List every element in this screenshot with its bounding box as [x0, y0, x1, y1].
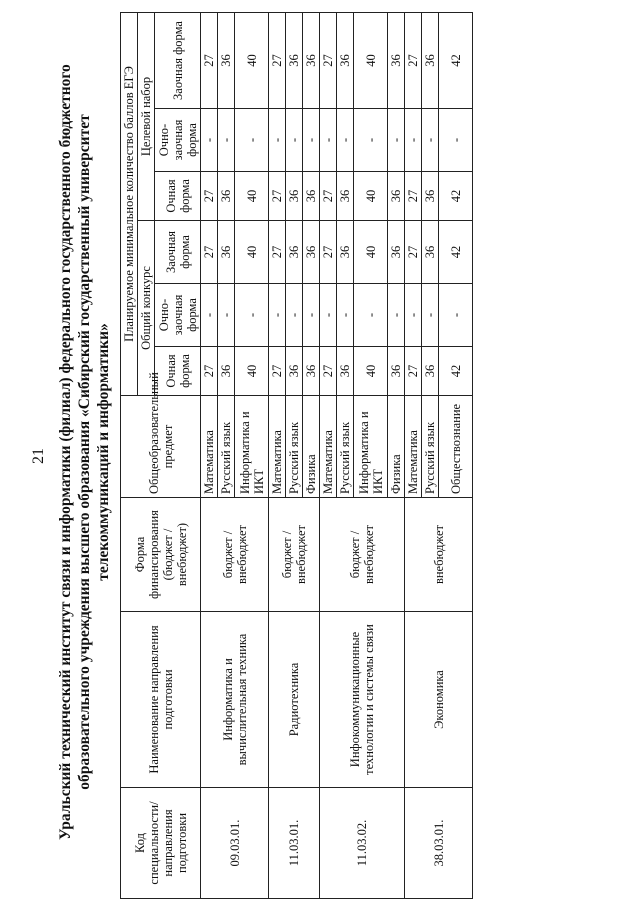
- score-cell: 27: [201, 221, 218, 284]
- score-cell: -: [439, 284, 473, 347]
- specialty-code-cell: 11.03.02.: [320, 788, 405, 899]
- score-cell: -: [269, 109, 286, 172]
- title-line: телекоммуникаций и информатики»: [95, 323, 112, 581]
- score-cell: 36: [286, 347, 303, 396]
- score-cell: 36: [388, 13, 405, 109]
- header-part-time: Очно-заочная форма: [155, 109, 201, 172]
- subject-cell: Обществознание: [439, 396, 473, 498]
- score-cell: 27: [269, 172, 286, 221]
- header-row: [121, 13, 138, 899]
- financing-cell: внебюджет: [405, 498, 473, 612]
- table-row: [201, 13, 218, 899]
- subject-cell: Физика: [388, 396, 405, 498]
- score-cell: -: [405, 284, 422, 347]
- specialty-code-cell: 11.03.01.: [269, 788, 320, 899]
- header-full-time: Очная форма: [155, 172, 201, 221]
- document-title: [56, 19, 113, 885]
- score-cell: -: [286, 284, 303, 347]
- subject-cell: Математика: [405, 396, 422, 498]
- score-cell: -: [422, 284, 439, 347]
- score-cell: 36: [422, 13, 439, 109]
- score-cell: -: [388, 109, 405, 172]
- score-cell: 27: [320, 172, 337, 221]
- score-cell: -: [201, 284, 218, 347]
- subject-cell: Русский язык: [422, 396, 439, 498]
- specialty-name-cell: Радиотехника: [269, 612, 320, 788]
- score-cell: -: [388, 284, 405, 347]
- subject-cell: Физика: [303, 396, 320, 498]
- specialty-code-cell: 38.03.01.: [405, 788, 473, 899]
- score-cell: 27: [405, 172, 422, 221]
- header-full-time: Очная форма: [155, 347, 201, 396]
- score-cell: 42: [439, 221, 473, 284]
- score-cell: -: [235, 284, 269, 347]
- score-cell: 36: [303, 13, 320, 109]
- score-cell: 27: [269, 221, 286, 284]
- score-cell: 36: [337, 13, 354, 109]
- score-cell: -: [354, 284, 388, 347]
- subject-cell: Информатика и ИКТ: [235, 396, 269, 498]
- score-cell: -: [201, 109, 218, 172]
- score-cell: 36: [388, 172, 405, 221]
- score-cell: 27: [405, 347, 422, 396]
- score-cell: 36: [286, 172, 303, 221]
- subject-cell: Русский язык: [337, 396, 354, 498]
- title-line: образовательного учреждения высшего образования «Сибирский государственный университет: [76, 114, 93, 790]
- subject-cell: Математика: [269, 396, 286, 498]
- score-cell: -: [354, 109, 388, 172]
- financing-cell: бюджет / внебюджет: [201, 498, 269, 612]
- score-cell: 27: [201, 13, 218, 109]
- score-cell: -: [337, 284, 354, 347]
- score-cell: 27: [269, 13, 286, 109]
- score-cell: 42: [439, 172, 473, 221]
- header-subject: Общеобразовательный предмет: [121, 396, 201, 498]
- score-cell: 40: [354, 347, 388, 396]
- financing-cell: бюджет / внебюджет: [320, 498, 405, 612]
- score-cell: -: [303, 109, 320, 172]
- score-cell: 40: [354, 221, 388, 284]
- score-cell: 27: [320, 347, 337, 396]
- header-code: Код специальности/ направления подготовки: [121, 788, 201, 899]
- score-cell: 36: [286, 221, 303, 284]
- subject-cell: Русский язык: [286, 396, 303, 498]
- score-cell: -: [439, 109, 473, 172]
- score-cell: 36: [337, 172, 354, 221]
- score-cell: 36: [422, 172, 439, 221]
- score-cell: -: [218, 109, 235, 172]
- header-target: Целевой набор: [138, 13, 155, 221]
- score-cell: -: [269, 284, 286, 347]
- score-cell: -: [405, 109, 422, 172]
- header-financing: Форма финансирования (бюджет / внебюджет): [121, 498, 201, 612]
- score-cell: 36: [303, 347, 320, 396]
- header-part-time: Очно-заочная форма: [155, 284, 201, 347]
- score-cell: 36: [218, 172, 235, 221]
- score-cell: 36: [303, 172, 320, 221]
- score-cell: 40: [354, 172, 388, 221]
- score-cell: 42: [439, 13, 473, 109]
- score-cell: 27: [201, 172, 218, 221]
- score-cell: -: [303, 284, 320, 347]
- score-cell: 27: [201, 347, 218, 396]
- specialty-name-cell: Информатика и вычислительная техника: [201, 612, 269, 788]
- score-cell: 36: [218, 347, 235, 396]
- score-cell: -: [235, 109, 269, 172]
- score-cell: 36: [303, 221, 320, 284]
- admission-scores-table: [120, 12, 473, 899]
- score-cell: -: [286, 109, 303, 172]
- score-cell: 36: [422, 221, 439, 284]
- header-extramural: Заочная форма: [155, 221, 201, 284]
- score-cell: 36: [218, 221, 235, 284]
- score-cell: 42: [439, 347, 473, 396]
- score-cell: 36: [337, 347, 354, 396]
- specialty-code-cell: 09.03.01.: [201, 788, 269, 899]
- page-number: 21: [30, 448, 47, 464]
- specialty-name-cell: Инфокоммуникационные технологии и системы связи: [320, 612, 405, 788]
- score-cell: 27: [269, 347, 286, 396]
- score-cell: 27: [405, 221, 422, 284]
- table-row: [320, 13, 337, 899]
- score-cell: 40: [354, 13, 388, 109]
- table-body: [121, 13, 473, 899]
- score-cell: 36: [286, 13, 303, 109]
- subject-cell: Информатика и ИКТ: [354, 396, 388, 498]
- score-cell: 40: [235, 221, 269, 284]
- score-cell: -: [320, 284, 337, 347]
- score-cell: 36: [218, 13, 235, 109]
- score-cell: 36: [422, 347, 439, 396]
- score-cell: 27: [405, 13, 422, 109]
- score-cell: 40: [235, 172, 269, 221]
- header-general: Общий конкурс: [138, 221, 155, 396]
- header-planned: Планируемое минимальное количество баллов ЕГЭ: [121, 13, 138, 396]
- score-cell: 27: [320, 13, 337, 109]
- score-cell: -: [422, 109, 439, 172]
- score-cell: 36: [388, 221, 405, 284]
- score-cell: 40: [235, 13, 269, 109]
- header-extramural: Заочная форма: [155, 13, 201, 109]
- table-row: [405, 13, 422, 899]
- table-row: [269, 13, 286, 899]
- score-cell: 36: [337, 221, 354, 284]
- score-cell: -: [337, 109, 354, 172]
- score-cell: -: [320, 109, 337, 172]
- subject-cell: Математика: [320, 396, 337, 498]
- score-cell: 36: [388, 347, 405, 396]
- specialty-name-cell: Экономика: [405, 612, 473, 788]
- subject-cell: Математика: [201, 396, 218, 498]
- financing-cell: бюджет / внебюджет: [269, 498, 320, 612]
- score-cell: 40: [235, 347, 269, 396]
- header-name: Наименование направления подготовки: [121, 612, 201, 788]
- score-cell: 27: [320, 221, 337, 284]
- subject-cell: Русский язык: [218, 396, 235, 498]
- title-line: Уральский технический институт связи и информатики (филиал) федерального государственного бюджетного: [57, 64, 74, 840]
- score-cell: -: [218, 284, 235, 347]
